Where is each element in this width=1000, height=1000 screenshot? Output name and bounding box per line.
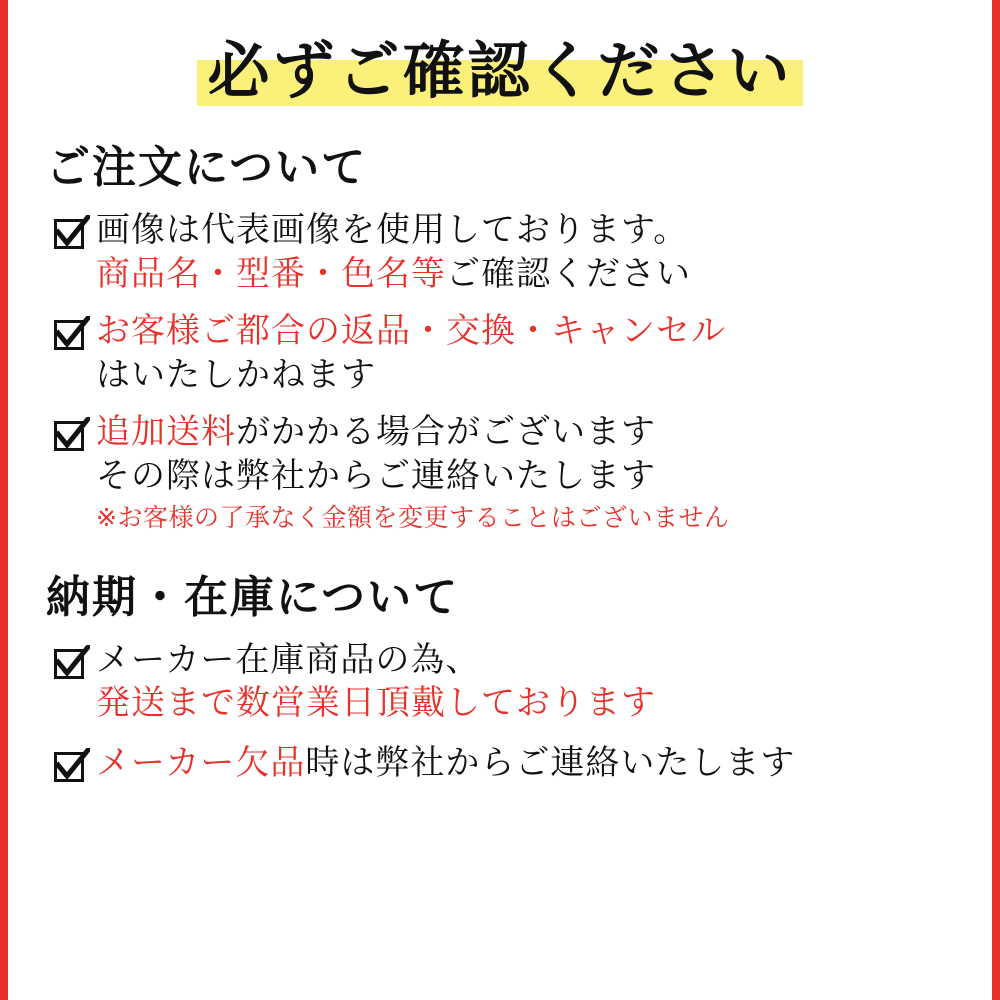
list-item [52, 209, 992, 296]
section-heading-delivery: 納期・在庫について [46, 571, 460, 623]
list-item-text [96, 209, 992, 296]
list-item [52, 411, 992, 535]
list-item-text [96, 310, 992, 397]
text-line: メーカー在庫商品の為、 [96, 639, 481, 680]
text-line: 商品名・型番・色名等ご確認ください [96, 253, 691, 294]
page-title-text: 必ずご確認ください [207, 34, 793, 107]
checkbox-check-icon [52, 748, 90, 786]
list-item-text [96, 411, 992, 535]
title-block [8, 34, 992, 109]
text-line: 追加送料がかかる場合がございます [96, 412, 656, 453]
page-title [197, 34, 802, 109]
checkbox-check-icon [52, 215, 90, 253]
footnote: ※お客様の了承なく金額を変更することはございません [96, 503, 730, 533]
list-item [52, 310, 992, 397]
notice-content [8, 0, 992, 1000]
text-line: 画像は代表画像を使用しております。 [96, 210, 689, 251]
checkbox-check-icon [52, 316, 90, 354]
text-line: お客様ご都合の返品・交換・キャンセル [96, 311, 726, 352]
list-item-text [96, 742, 992, 786]
checkbox-check-icon [52, 417, 90, 455]
section-heading-order: ご注文について [46, 142, 368, 194]
list-item [52, 639, 992, 726]
text-line: 発送まで数営業日頂戴しております [96, 683, 656, 724]
text-line: はいたしかねます [96, 354, 376, 395]
text-line: その際は弊社からご連絡いたします [96, 455, 656, 496]
list-item [52, 742, 992, 786]
checkbox-check-icon [52, 645, 90, 683]
text-line: メーカー欠品時は弊社からご連絡いたします [96, 742, 796, 783]
list-item-text [96, 639, 992, 726]
